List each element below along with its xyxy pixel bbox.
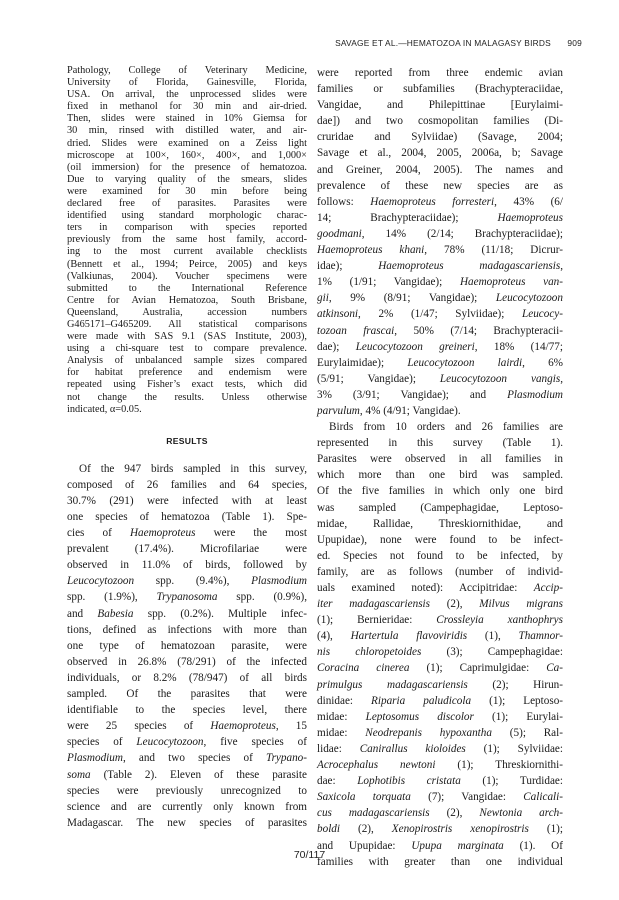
text-line: Then, slides were stained in 10% Giemsa for	[67, 113, 307, 125]
text-line: idae); Haemoproteus madagascariensis,	[317, 260, 563, 273]
text-line: (oil immersion) for the presence of hematozoa.	[67, 161, 307, 173]
text-line: microscope at 100×, 160×, 400×, and 1,000×	[67, 149, 307, 161]
text-line: (4), Hartertula flavoviridis (1), Thamnor-	[317, 630, 564, 643]
text-line: submitted to the International Reference	[67, 282, 307, 294]
text-line: cies of Haemoproteus were the most	[67, 527, 307, 540]
text-line: Plasmodium, and two species of Trypano-	[67, 752, 307, 765]
text-line: sampled. Of the parasites that were	[67, 688, 307, 701]
text-line: cus madagascariensis (2), Newtonia arch-	[317, 807, 563, 820]
text-line: Pathology, College of Veterinary Medicine,	[67, 65, 307, 76]
text-line: species of Leucocytozoon, five species of	[67, 736, 307, 749]
text-line: and Babesia spp. (0.2%). Multiple infec-	[67, 607, 308, 620]
text-line: ters in comparison with species reported	[67, 222, 307, 234]
text-line: Of the five families in which only one bird	[317, 485, 563, 498]
text-line: and Greiner, 2004, 2005). The names and	[317, 163, 563, 176]
text-line: Upupidae), none were found to be infect-	[317, 533, 563, 546]
text-line: University of Florida, Gainesville, Florida,	[67, 77, 307, 89]
text-line: not change the results. Unless otherwise	[67, 391, 307, 403]
text-line: Centre for Avian Hematozoa, South Brisbane,	[67, 294, 307, 306]
text-line: 30 min, rinsed with distilled water, and air-	[67, 125, 307, 137]
text-line: identifiable to the species level, there	[67, 704, 307, 717]
text-line: Saxicola torquata (7); Vangidae: Calicali-	[317, 791, 563, 804]
text-line: parvulum, 4% (4/91; Vangidae).	[317, 404, 461, 417]
methods-paragraph	[67, 65, 307, 416]
text-line: Analysis of unbalanced sample sizes compared	[67, 355, 307, 367]
text-line: Leucocytozoon spp. (9.4%), Plasmodium	[67, 575, 307, 588]
text-line: lidae: Canirallus kioloides (1); Sylviidae:	[317, 742, 563, 755]
text-line: G465171–G465209. All statistical comparisons	[67, 318, 307, 330]
text-line: individuals, or 8.2% (78/947) of all birds	[67, 671, 307, 684]
text-line: observed in 11.0% of birds, followed by	[67, 559, 307, 572]
text-line: family, are as follows (number of individ-	[317, 565, 563, 578]
text-line: dae); Leucocytozoon greineri, 18% (14/77;	[317, 340, 564, 353]
text-line: Haemoproteus khani, 78% (11/18; Dicrur-	[317, 244, 563, 257]
text-line: observed in 26.8% (78/291) of the infected	[67, 655, 307, 668]
text-line: for habitat preference and endemism were	[67, 367, 307, 379]
text-line: science and are currently only known from	[67, 800, 307, 813]
text-line: Birds from 10 orders and 26 families are	[329, 421, 563, 434]
text-line: species were previously unrecognized to	[67, 784, 307, 797]
pdf-page-counter: 70/117	[293, 849, 326, 861]
text-line: 3% (3/91; Vangidae); and Plasmodium	[317, 388, 563, 401]
text-line: dae: Lophotibis cristata (1); Turdidae:	[317, 775, 563, 788]
text-line: follows: Haemoproteus forresteri, 43% (6/	[317, 195, 564, 208]
text-line: uals examined noted): Accipitridae: Accip-	[317, 582, 563, 594]
text-line: dae]) and two cosmopolitan families (Di-	[317, 115, 563, 128]
text-line: indicated, α=0.05.	[67, 403, 142, 415]
text-line: tozoan frascai, 50% (7/14; Brachypteracii-	[317, 324, 563, 337]
text-line: ing to the most current available checklists	[67, 246, 307, 258]
text-line: were made with SAS 9.1 (SAS Institute, 2003),	[67, 331, 307, 343]
text-line: spp. (1.9%), Trypanosoma spp. (0.9%),	[67, 591, 308, 604]
text-line: identified using standard morphologic charac-	[67, 210, 307, 222]
page-header	[335, 38, 582, 48]
text-line: Queensland, Australia, accession numbers	[67, 306, 307, 318]
right-column	[317, 65, 563, 870]
text-line: Acrocephalus newtoni (1); Threskiornithi-	[317, 759, 563, 772]
text-line: (1); Bernieridae: Crossleyia xanthophrys	[317, 614, 563, 627]
text-line: ed. Species not found to be infected, by	[317, 549, 563, 562]
text-line: Coracina cinerea (1); Caprimulgidae: Ca-	[317, 662, 563, 675]
running-head: SAVAGE ET AL.—HEMATOZOA IN MALAGASY BIRDS	[335, 38, 551, 48]
text-line: boldi (2), Xenopirostris xenopirostris (1);	[317, 823, 563, 836]
text-line: midae: Leptosomus discolor (1); Eurylai-	[317, 710, 563, 723]
text-line: was sampled (Campephagidae, Leptoso-	[317, 501, 563, 514]
text-line: dinidae: Riparia paludicola (1); Leptoso-	[317, 694, 564, 707]
text-line: Eurylaimidae); Leucocytozoon lairdi, 6%	[317, 356, 563, 369]
text-line: using a chi-square test to compare prevalence.	[67, 343, 307, 355]
text-line: represented in this survey (Table 1).	[317, 437, 563, 450]
text-line: (5/91; Vangidae); Leucocytozoon vangis,	[317, 372, 563, 385]
text-line: Of the 947 birds sampled in this survey,	[79, 462, 307, 475]
text-line: one species of hematozoa (Table 1). Spe-	[67, 511, 307, 523]
text-line: which more than one bird was sampled.	[317, 469, 563, 482]
text-line: USA. On arrival, the unprocessed slides were	[67, 89, 307, 101]
text-line: tions, defined as infections with more than	[67, 623, 307, 636]
text-line: were reported from three endemic avian	[317, 67, 563, 79]
text-line: repeated using Fisher’s exact tests, which did	[67, 379, 307, 391]
text-line: fixed in methanol for 30 min and air-dried.	[67, 101, 307, 113]
text-line: cruridae and Sylviidae) (Savage, 2004;	[317, 131, 563, 144]
text-line: gii, 9% (8/91; Vangidae); Leucocytozoon	[317, 292, 563, 305]
text-line: Savage et al., 2004, 2005, 2006a, b; Savage	[317, 147, 563, 160]
text-line: (Valkiunas, 2004). Voucher specimens were	[67, 270, 307, 282]
text-line: midae: Neodrepanis hypoxantha (5); Ral-	[317, 726, 563, 739]
text-line: atkinsoni, 2% (1/47; Sylviidae); Leucocy-	[317, 308, 563, 321]
text-line: primulgus madagascariensis (2); Hirun-	[317, 678, 563, 691]
text-line: dried. Slides were examined on a Zeiss light	[67, 137, 307, 149]
text-line: nis chloropetoides (3); Campephagidae:	[317, 646, 563, 659]
text-line: were examined for 30 min before being	[67, 185, 307, 197]
text-line: prevalence of these new species are as	[317, 179, 563, 192]
text-line: 30.7% (291) were infected with at least	[67, 494, 307, 507]
text-line: one type of hematozoan parasite, were	[67, 639, 307, 652]
text-line: Madagascar. The new species of parasites	[67, 816, 307, 829]
text-line: soma (Table 2). Eleven of these parasite	[67, 768, 307, 781]
text-line: Vangidae, and Philepittinae [Eurylaimi-	[317, 99, 563, 112]
text-line: families with greater than one individual	[317, 855, 563, 868]
text-line: previously from the same host family, accord-	[67, 234, 307, 246]
text-line: and Upupidae: Upupa marginata (1). Of	[317, 839, 563, 852]
text-line: midae, Rallidae, Threskiornithidae, and	[317, 517, 563, 530]
text-line: families or subfamilies (Brachypteraciidae,	[317, 83, 563, 96]
left-column	[67, 65, 307, 831]
text-line: 1% (1/91; Vangidae); Haemoproteus van-	[317, 276, 563, 289]
results-paragraph	[67, 461, 307, 831]
text-line: 14; Brachypteraciidae); Haemoproteus	[317, 211, 563, 224]
text-line: Due to varying quality of the smears, slides	[67, 173, 307, 185]
text-line: goodmani, 14% (2/14; Brachypteraciidae);	[317, 227, 563, 240]
text-line: iter madagascariensis (2), Milvus migrans	[317, 598, 563, 611]
text-line: Parasites were observed in all families in	[317, 453, 563, 466]
text-line: declared free of parasites. Parasites were	[67, 198, 307, 210]
journal-page-number: 909	[567, 38, 582, 48]
text-line: (Bennett et al., 1994; Peirce, 2005) and keys	[67, 258, 307, 270]
text-line: prevalent (17.4%). Microfilariae were	[67, 543, 307, 556]
results-heading: RESULTS	[166, 435, 208, 446]
text-line: were 25 species of Haemoproteus, 15	[67, 720, 307, 733]
text-line: composed of 26 families and 64 species,	[67, 478, 307, 491]
